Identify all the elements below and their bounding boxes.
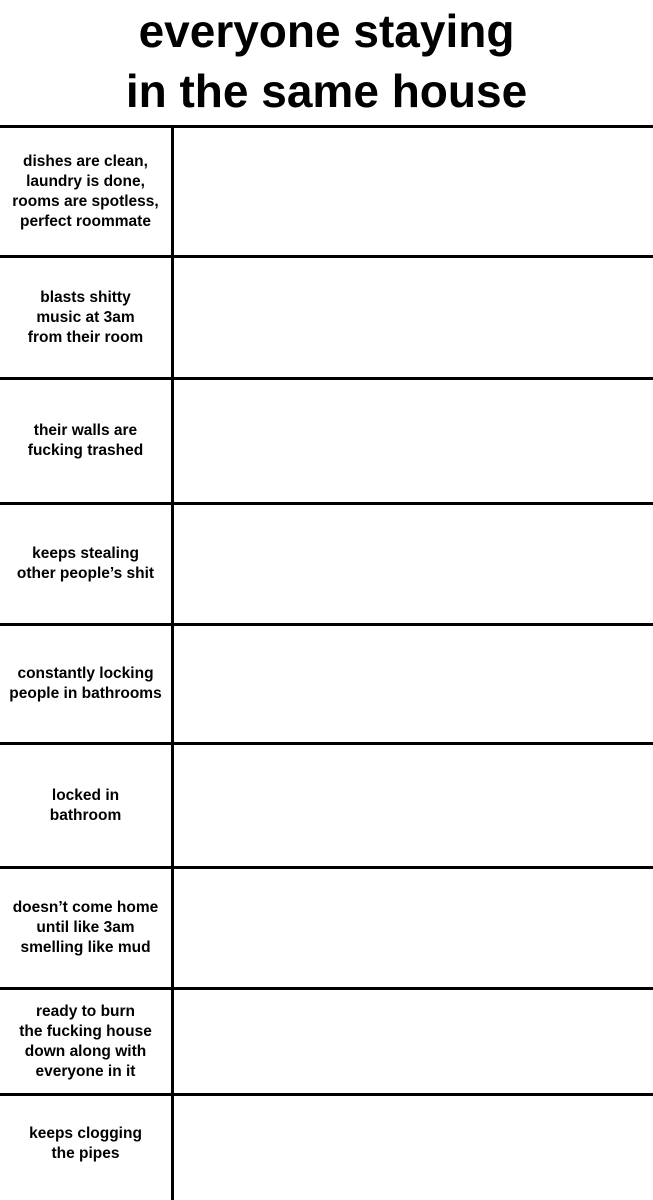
chart-row: [0, 626, 653, 742]
row-label: keeps stealing other people’s shit: [16, 545, 155, 582]
chart-row: [0, 505, 653, 623]
row-label: ready to burn the fucking house down along with everyone in it: [19, 1002, 152, 1080]
chart-row: [0, 1096, 653, 1192]
empty-cell[interactable]: [174, 505, 653, 623]
empty-cell[interactable]: [174, 128, 653, 255]
chart-row: [0, 380, 653, 502]
empty-cell[interactable]: [174, 258, 653, 377]
empty-cell[interactable]: [174, 990, 653, 1093]
title-line-1: everyone staying: [138, 5, 515, 57]
chart-row: [0, 258, 653, 377]
row-label: locked in bathroom: [49, 786, 122, 824]
empty-cell[interactable]: [174, 745, 653, 866]
row-label: dishes are clean, laundry is done, rooms are spotless, perfect roommate: [12, 152, 159, 230]
alignment-chart-grid: [0, 125, 653, 1200]
empty-cell[interactable]: [174, 869, 653, 987]
row-label: keeps clogging the pipes: [29, 1125, 142, 1162]
page-title: [0, 0, 653, 126]
empty-cell[interactable]: [174, 380, 653, 502]
chart-row: [0, 128, 653, 255]
chart-row: [0, 745, 653, 866]
empty-cell[interactable]: [174, 626, 653, 742]
row-label: their walls are fucking trashed: [27, 422, 144, 459]
chart-row: [0, 869, 653, 987]
empty-cell[interactable]: [174, 1096, 653, 1192]
row-label: doesn’t come home until like 3am smelling like mud: [12, 899, 159, 956]
title-line-2: in the same house: [125, 65, 528, 117]
row-label: blasts shitty music at 3am from their room: [27, 288, 144, 346]
chart-row: [0, 990, 653, 1093]
row-label: constantly locking people in bathrooms: [9, 665, 162, 702]
